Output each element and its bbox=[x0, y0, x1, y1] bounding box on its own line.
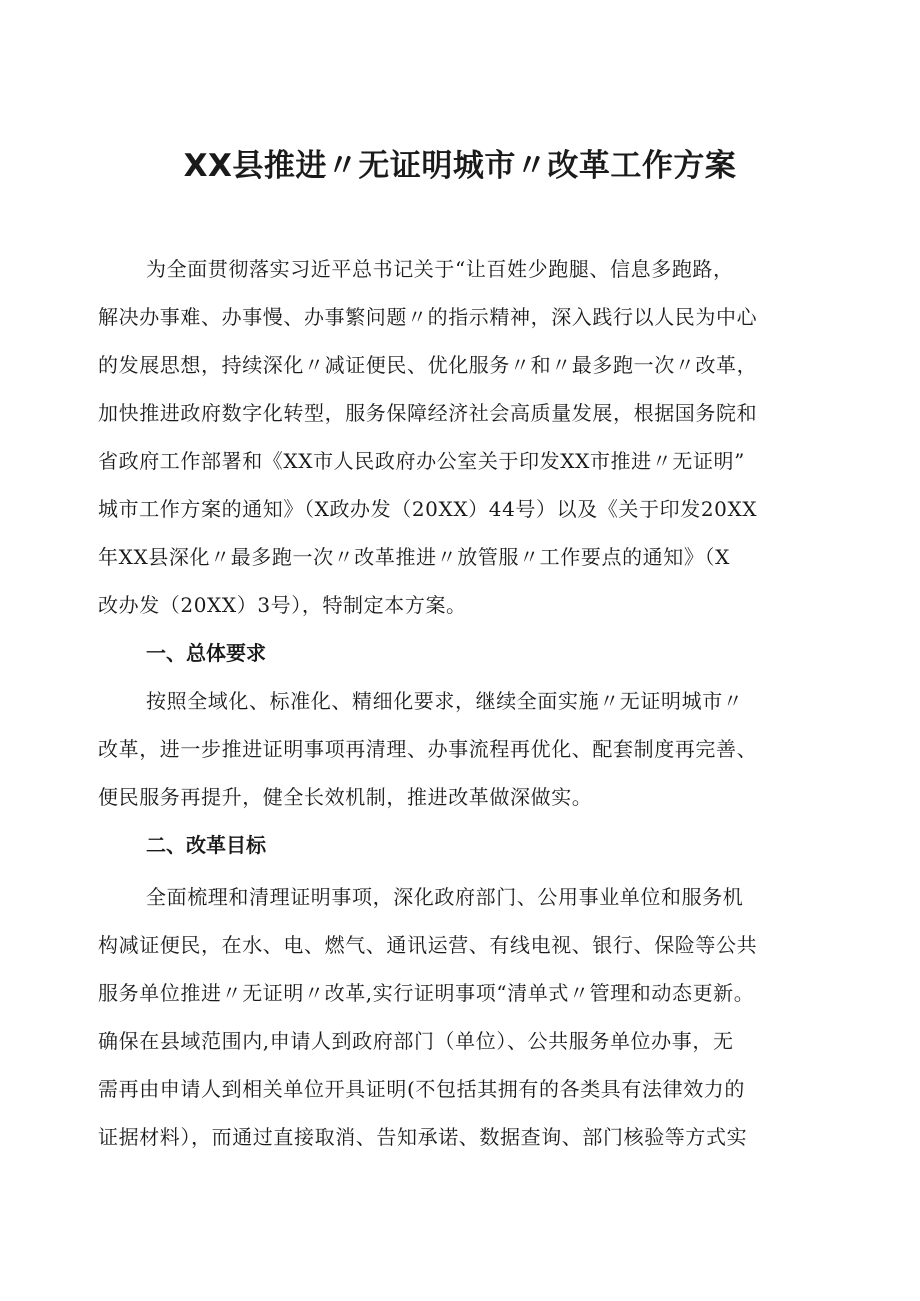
intro-line: 加快推进政府数字化转型，服务保障经济社会高质量发展，根据国务院和 bbox=[98, 401, 758, 425]
intro-line: 年XX县深化〃最多跑一次〃改革推进〃放管服〃工作要点的通知》（X bbox=[98, 545, 730, 569]
intro-line: 城市工作方案的通知》（X政办发（20XX）44号）以及《关于印发20XX bbox=[98, 497, 758, 521]
section2-line: 需再由申请人到相关单位开具证明(不包括其拥有的各类具有法律效力的 bbox=[98, 1077, 746, 1101]
intro-line: 为全面贯彻落实习近平总书记关于“让百姓少跑腿、信息多跑路， bbox=[146, 257, 734, 281]
intro-line: 解决办事难、办事慢、办事繁问题〃的指示精神，深入践行以人民为中心 bbox=[98, 305, 758, 329]
intro-line: 的发展思想，持续深化〃减证便民、优化服务〃和〃最多跑一次〃改革， bbox=[98, 353, 758, 377]
section1-line: 按照全域化、标准化、精细化要求，继续全面实施〃无证明城市〃 bbox=[146, 689, 744, 713]
section2-line: 构减证便民，在水、电、燃气、通讯运营、有线电视、银行、保险等公共 bbox=[98, 933, 758, 957]
section2-line: 确保在县域范围内,申请人到政府部门（单位）、公共服务单位办事，无 bbox=[98, 1029, 734, 1053]
section-heading-reform-goals: 二、改革目标 bbox=[146, 833, 266, 857]
intro-line: 改办发（20XX）3号），特制定本方案。 bbox=[98, 593, 467, 617]
section2-line: 全面梳理和清理证明事项，深化政府部门、公用事业单位和服务机 bbox=[146, 885, 744, 909]
section2-line: 证据材料），而通过直接取消、告知承诺、数据查询、部门核验等方式实 bbox=[98, 1125, 748, 1149]
section1-line: 便民服务再提升，健全长效机制，推进改革做深做实。 bbox=[98, 785, 593, 809]
section2-line: 服务单位推进〃无证明〃改革,实行证明事项“清单式〃管理和动态更新。 bbox=[98, 981, 755, 1005]
section1-line: 改革，进一步推进证明事项再清理、办事流程再优化、配套制度再完善、 bbox=[98, 737, 758, 761]
document-title: XX县推进〃无证明城市〃改革工作方案 bbox=[183, 148, 737, 184]
intro-line: 省政府工作部署和《XX市人民政府办公室关于印发XX市推进〃无证明” bbox=[98, 449, 745, 473]
section-heading-general-requirements: 一、总体要求 bbox=[146, 641, 266, 665]
